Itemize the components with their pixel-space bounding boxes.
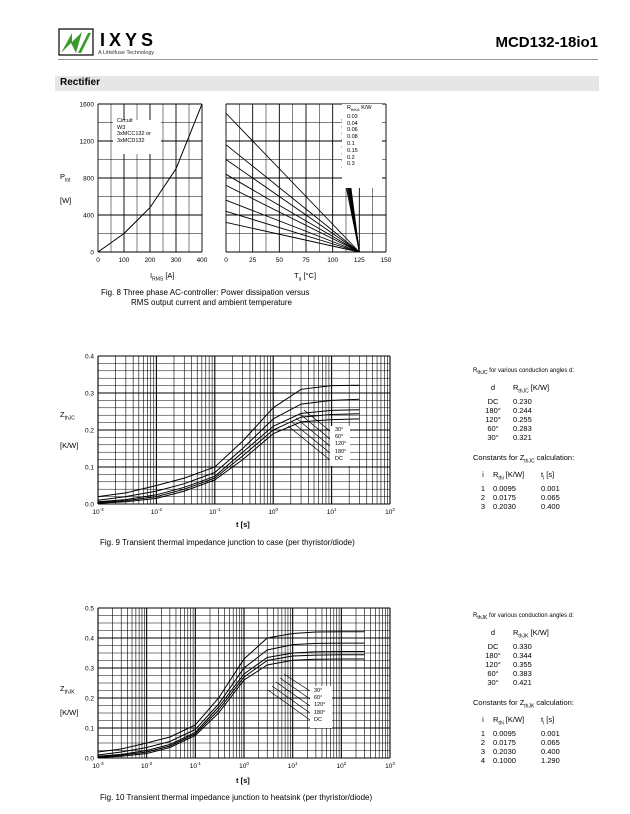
fig8-xlabel-left-unit: [A] xyxy=(165,271,175,280)
const-i: 3 xyxy=(480,746,486,756)
table-row xyxy=(473,651,613,660)
fig8-caption xyxy=(101,288,309,308)
y-tick-label: 1200 xyxy=(79,138,94,146)
table-row xyxy=(473,738,613,747)
y-tick-label: 0.5 xyxy=(84,605,94,613)
const-i: 1 xyxy=(480,728,486,738)
rth-header-unit: [K/W] xyxy=(528,383,550,393)
x-tick-label: 0 xyxy=(96,257,100,264)
fig10-const-header xyxy=(473,715,613,729)
y-tick-label: 0.3 xyxy=(84,665,94,673)
fig9-caption: Fig. 9 Transient thermal impedance junction to case (per thyristor/diode) xyxy=(100,538,355,547)
y-tick-label: 0.2 xyxy=(84,695,94,703)
rth-value: 0.06 xyxy=(347,127,358,134)
fig10-rth-table xyxy=(473,612,613,765)
y-tick-label: 0.0 xyxy=(84,755,94,763)
const-header-r-unit: [K/W] xyxy=(503,470,525,480)
const-r: 0.0095 xyxy=(493,483,516,493)
table-row xyxy=(473,669,613,678)
table-row xyxy=(473,502,613,511)
fig10-yunit: [K/W] xyxy=(60,708,79,717)
const-header-r-sub: thi xyxy=(498,475,504,482)
const-t: 1.290 xyxy=(541,755,560,765)
rth-header-r-sub: thJC xyxy=(518,388,529,395)
const-t: 0.400 xyxy=(541,746,560,756)
fig10-legend-item: 180° xyxy=(314,709,326,716)
y-tick-label: 0.2 xyxy=(84,427,94,435)
fig8-xlabel-right-sub: a xyxy=(298,276,302,283)
table-row xyxy=(473,747,613,756)
table-row xyxy=(473,493,613,502)
rth-r: 0.330 xyxy=(513,641,532,651)
x-tick-label: $10^{-3}$ xyxy=(92,507,104,516)
rth-r: 0.283 xyxy=(513,423,532,433)
fig10-chart xyxy=(60,602,410,774)
table-row xyxy=(473,756,613,765)
table-row xyxy=(473,642,613,651)
x-tick-label: 150 xyxy=(380,257,392,264)
y-tick-label: 0.1 xyxy=(84,725,94,733)
fig9-const-header xyxy=(473,470,613,484)
fig9-rth-title xyxy=(473,367,613,378)
circuit-line: 3xMCC132 or xyxy=(117,131,151,137)
rth-value: 0.1 xyxy=(347,141,355,148)
rth-header-r-sub: thJK xyxy=(518,633,529,640)
table-row xyxy=(473,397,613,406)
fig9-rth-header xyxy=(473,383,613,397)
rth-header-r: R xyxy=(513,628,519,638)
fig10-ylabel xyxy=(60,684,75,696)
const-header-r-sub: thi xyxy=(498,720,504,727)
rth-value: 0.2 xyxy=(347,154,355,161)
fig10-legend xyxy=(314,688,325,724)
const-r: 0.2030 xyxy=(493,501,516,511)
fig10-const-title-post: calculation: xyxy=(534,697,574,707)
x-tick-label: $10^3$ xyxy=(385,761,395,770)
const-header-r-unit: [K/W] xyxy=(503,715,525,725)
const-header-i: i xyxy=(482,715,484,725)
rth-value: 0.15 xyxy=(347,147,358,154)
fig8-ylabel xyxy=(60,172,71,184)
legend-leader-line xyxy=(288,426,330,460)
rth-r: 0.355 xyxy=(513,659,532,669)
fig9-const-title-sub: thJC xyxy=(524,458,535,465)
fig9-rth-title-post: for various conduction angles d: xyxy=(487,368,575,374)
fig9-legend-item: 180° xyxy=(335,448,347,455)
const-i: 1 xyxy=(480,483,486,493)
rth-unit: K/W xyxy=(361,105,372,111)
circuit-line: W3 xyxy=(117,124,126,131)
x-tick-label: $10^{-3}$ xyxy=(92,761,104,770)
y-tick-label: 0.0 xyxy=(84,501,94,509)
rth-label: R xyxy=(347,105,351,111)
ixys-logo-icon xyxy=(58,28,94,56)
rth-header-d: d xyxy=(490,383,496,393)
const-r: 0.0175 xyxy=(493,737,516,747)
fig8-caption-line1: Fig. 8 Three phase AC-controller: Power dissipation versus xyxy=(101,288,310,297)
const-header-t: t xyxy=(541,715,544,725)
section-title: Rectifier xyxy=(60,77,101,88)
fig10-xlabel: t [s] xyxy=(236,776,250,785)
rth-d: DC xyxy=(487,396,499,406)
fig10-rth-title-post: for various conduction angles d: xyxy=(487,613,574,619)
fig9-ylabel-text: Z xyxy=(60,410,65,419)
fig10-const-title-pre: Constants for Z xyxy=(473,697,525,707)
const-i: 2 xyxy=(480,492,486,502)
fig9-rth-table xyxy=(473,367,613,511)
const-header-t-sub: i xyxy=(543,475,545,482)
table-row xyxy=(473,484,613,493)
const-r: 0.2030 xyxy=(493,746,516,756)
y-tick-label: 0.4 xyxy=(84,353,94,361)
rth-d: 60° xyxy=(487,668,499,678)
y-tick-label: 400 xyxy=(83,212,94,220)
rth-d: 120° xyxy=(485,659,501,669)
fig9-const-title-post: calculation: xyxy=(534,452,575,462)
fig10-rth-title-pre: R xyxy=(473,613,478,619)
rth-r: 0.255 xyxy=(513,414,532,424)
fig10-caption: Fig. 10 Transient thermal impedance junction to heatsink (per thyristor/diode) xyxy=(100,793,373,802)
x-tick-label: $10^1$ xyxy=(326,507,337,516)
x-tick-label: 125 xyxy=(353,257,365,264)
rth-legend-title xyxy=(347,105,372,114)
const-t: 0.001 xyxy=(541,483,560,493)
rth-value: 0.03 xyxy=(347,113,358,120)
y-tick-label: 800 xyxy=(83,175,94,183)
const-header-t: t xyxy=(541,470,544,480)
rth-value: 0.08 xyxy=(347,134,358,141)
brand-name: IXYS xyxy=(100,30,158,50)
fig10-rth-title xyxy=(473,612,613,623)
fig9-rth-title-pre: R xyxy=(473,368,478,374)
x-tick-label: 25 xyxy=(249,257,257,264)
rth-r: 0.230 xyxy=(513,396,532,406)
header-divider xyxy=(58,59,598,60)
fig10-rth-title-sub: thJK xyxy=(477,615,488,622)
const-i: 3 xyxy=(480,501,486,511)
fig9-chart xyxy=(60,348,410,520)
const-header-i: i xyxy=(482,470,484,480)
fig8-xlabel-left-text: I xyxy=(150,271,153,280)
fig10-ylabel-sub: thJK xyxy=(64,689,75,696)
table-row xyxy=(473,424,613,433)
x-tick-label: 75 xyxy=(302,257,310,264)
fig10-rth-header xyxy=(473,628,613,642)
rth-d: 180° xyxy=(485,650,501,660)
table-row xyxy=(473,678,613,687)
fig9-legend xyxy=(335,427,346,463)
rth-d: 120° xyxy=(485,414,501,424)
rth-value: 0.04 xyxy=(347,120,358,127)
fig8-xlabel-left xyxy=(150,271,174,283)
fig10-ylabel-text: Z xyxy=(60,684,65,693)
const-i: 2 xyxy=(480,737,486,747)
fig9-legend-item: DC xyxy=(335,455,343,462)
const-r: 0.0175 xyxy=(493,492,516,502)
rth-r: 0.383 xyxy=(513,668,532,678)
y-tick-label: 0.3 xyxy=(84,390,94,398)
rth-r: 0.321 xyxy=(513,432,532,442)
const-t: 0.065 xyxy=(541,492,560,502)
x-tick-label: 400 xyxy=(196,257,208,264)
x-tick-label: $10^{-1}$ xyxy=(189,761,201,770)
table-row xyxy=(473,729,613,738)
rth-r: 0.421 xyxy=(513,677,532,687)
fig9-xlabel: t [s] xyxy=(236,520,250,529)
rth-header-unit: [K/W] xyxy=(528,628,549,638)
fig9-ylabel xyxy=(60,410,75,422)
section-bar xyxy=(55,76,599,91)
y-tick-label: 0.4 xyxy=(84,635,94,643)
x-tick-label: 0 xyxy=(224,257,228,264)
brand-subtitle: A Littelfuse Technology xyxy=(98,50,155,56)
legend-leader-line xyxy=(300,414,330,439)
rth-value: 0.3 xyxy=(347,161,355,168)
fig8-yunit: [W] xyxy=(60,196,72,205)
fig9-rth-title-sub: thJC xyxy=(477,370,488,377)
fig9-const-title-pre: Constants for Z xyxy=(473,452,525,462)
circuit-line: Circuit xyxy=(117,118,133,124)
x-tick-label: $10^0$ xyxy=(239,761,249,770)
fig9-legend-item: 120° xyxy=(335,441,347,448)
table-row xyxy=(473,415,613,424)
x-tick-label: 300 xyxy=(170,257,182,264)
table-row xyxy=(473,660,613,669)
x-tick-label: $10^{-1}$ xyxy=(209,507,221,516)
const-header-t-unit: [s] xyxy=(544,470,555,480)
table-row xyxy=(473,406,613,415)
fig10-legend-item: 60° xyxy=(314,695,323,702)
x-tick-label: 200 xyxy=(144,257,156,264)
x-tick-label: $10^2$ xyxy=(385,507,395,516)
circuit-line: 3xMCD132 xyxy=(117,137,145,144)
fig8-xlabel-left-sub: RMS xyxy=(152,276,164,283)
x-tick-label: $10^2$ xyxy=(336,761,347,770)
fig8-xlabel-right-unit: [°C] xyxy=(303,271,317,280)
rth-d: DC xyxy=(487,641,499,651)
fig8-xlabel-right xyxy=(294,271,316,283)
fig10-legend-item: 120° xyxy=(314,702,326,709)
fig8-caption-line2: RMS output current and ambient temperature xyxy=(131,298,292,307)
fig8-rth-legend xyxy=(343,105,372,168)
fig10-const-title-sub: thJK xyxy=(524,703,535,710)
rth-r: 0.244 xyxy=(513,405,532,415)
x-tick-label: $10^1$ xyxy=(287,761,298,770)
table-row xyxy=(473,433,613,442)
fig8-circuit-legend xyxy=(117,118,151,144)
x-tick-label: 100 xyxy=(118,257,130,264)
fig9-legend-item: 60° xyxy=(335,434,344,441)
fig10-legend-item: DC xyxy=(314,716,322,723)
x-tick-label: 50 xyxy=(275,257,283,264)
rth-r: 0.344 xyxy=(513,650,532,660)
fig10-legend-item: 30° xyxy=(314,688,323,694)
rth-d: 30° xyxy=(487,432,499,442)
rth-d: 30° xyxy=(487,677,499,687)
const-t: 0.400 xyxy=(541,501,560,511)
rth-header-r: R xyxy=(513,383,519,393)
const-t: 0.001 xyxy=(541,728,560,738)
const-header-t-unit: [s] xyxy=(544,715,555,725)
x-tick-label: $10^{-2}$ xyxy=(150,507,163,516)
fig10-const-title xyxy=(473,698,613,712)
x-tick-label: $10^{-2}$ xyxy=(141,761,153,770)
x-tick-label: 100 xyxy=(327,257,339,264)
const-header-r: R xyxy=(493,470,499,480)
fig9-legend-item: 30° xyxy=(335,427,344,433)
fig9-ylabel-sub: thJC xyxy=(64,415,75,422)
legend-leader-line xyxy=(272,686,310,713)
fig9-const-title xyxy=(473,453,613,467)
part-number: MCD132-18io1 xyxy=(495,34,598,51)
x-tick-label: $10^0$ xyxy=(268,507,279,516)
fig8-ylabel-sub: tot xyxy=(65,177,71,184)
rth-label-sub: thKA xyxy=(350,107,360,113)
fig9-yunit: [K/W] xyxy=(60,441,79,450)
const-r: 0.0095 xyxy=(493,728,516,738)
y-tick-label: 0.1 xyxy=(84,464,94,472)
fig8-xlabel-right-text: T xyxy=(294,271,299,280)
rth-d: 180° xyxy=(485,405,501,415)
const-t: 0.065 xyxy=(541,737,560,747)
y-tick-label: 0 xyxy=(90,249,94,257)
const-i: 4 xyxy=(480,755,486,765)
const-header-r: R xyxy=(493,715,499,725)
rth-header-d: d xyxy=(490,628,496,638)
fig8-ylabel-text: P xyxy=(60,172,66,181)
series-line xyxy=(98,399,360,500)
const-r: 0.1000 xyxy=(493,755,516,765)
y-tick-label: 1600 xyxy=(79,101,94,109)
rth-d: 60° xyxy=(487,423,499,433)
const-header-t-sub: i xyxy=(543,720,545,727)
